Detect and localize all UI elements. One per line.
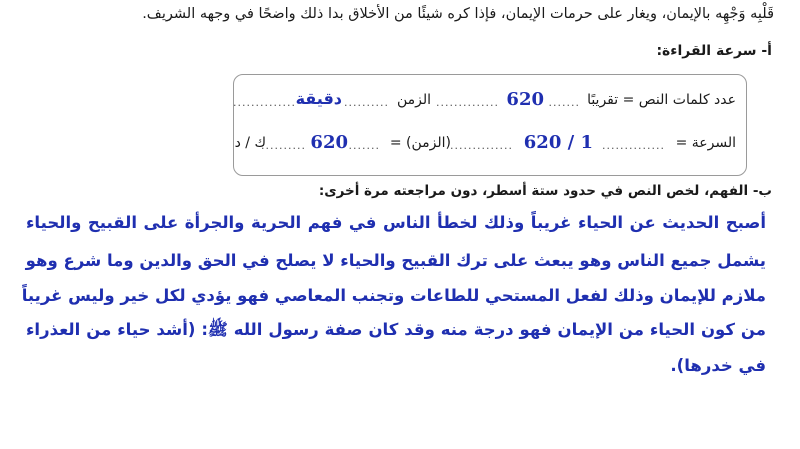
time-dots-mid: .......... bbox=[344, 96, 389, 109]
speed-dots-4: .......... bbox=[261, 139, 306, 152]
time-parenthesis-label: (الزمن) = bbox=[389, 135, 451, 151]
intro-text-line: قَلْبِه وَجْهِه بالإيمان، ويغار على حرمات الإيمان، فإذا كره شيئًا من الأخلاق بدا ذلك واضحًا في وجهه الشريف. bbox=[142, 6, 774, 22]
answer-line-1: أصبح الحديث عن الحياء غريباً وذلك لخطأ الناس في فهم الحرية والجرأة على القبيح والحياء bbox=[26, 213, 766, 232]
speed-label: السرعة = bbox=[675, 135, 736, 151]
speed-formula: 620 / 1 bbox=[523, 132, 593, 153]
speed-unit: ك / د bbox=[234, 135, 266, 151]
section-b-heading: ب- الفهم، لخص النص في حدود ستة أسطر، دون مراجعته مرة أخرى: bbox=[318, 183, 772, 199]
speed-dots-1: .............. bbox=[602, 139, 665, 152]
answer-line-5: في خدرها). bbox=[670, 356, 766, 375]
time-dots-after: .............. bbox=[233, 96, 296, 109]
words-count-value: 620 bbox=[506, 89, 544, 110]
words-count-label: عدد كلمات النص = تقريبًا bbox=[587, 92, 736, 108]
time-value: دقيقة bbox=[295, 89, 342, 108]
time-dots-before: .............. bbox=[436, 96, 499, 109]
speed-dots-2: .............. bbox=[450, 139, 513, 152]
reading-speed-box bbox=[233, 74, 747, 176]
answer-line-3: ملازم للإيمان وذلك لفعل المستحي للطاعات وتجنب المعاصي فهو يؤدي لكل خير وليس غريباً bbox=[21, 286, 766, 305]
section-a-heading: أ- سرعة القراءة: bbox=[656, 43, 772, 59]
answer-line-4: من كون الحياء من الإيمان فهو درجة منه وقد كان صفة رسول الله ﷺ: (أشد حياء من العذراء bbox=[26, 320, 766, 339]
answer-line-2: يشمل جميع الناس وهو يبعث على ترك القبيح والحياء لا يصلح في الحق والدين وما شرع وهو bbox=[25, 251, 766, 270]
time-label: الزمن bbox=[396, 92, 431, 108]
speed-dots-3: ....... bbox=[348, 139, 380, 152]
speed-value: 620 bbox=[310, 132, 348, 153]
words-dots: ....... bbox=[548, 96, 580, 109]
